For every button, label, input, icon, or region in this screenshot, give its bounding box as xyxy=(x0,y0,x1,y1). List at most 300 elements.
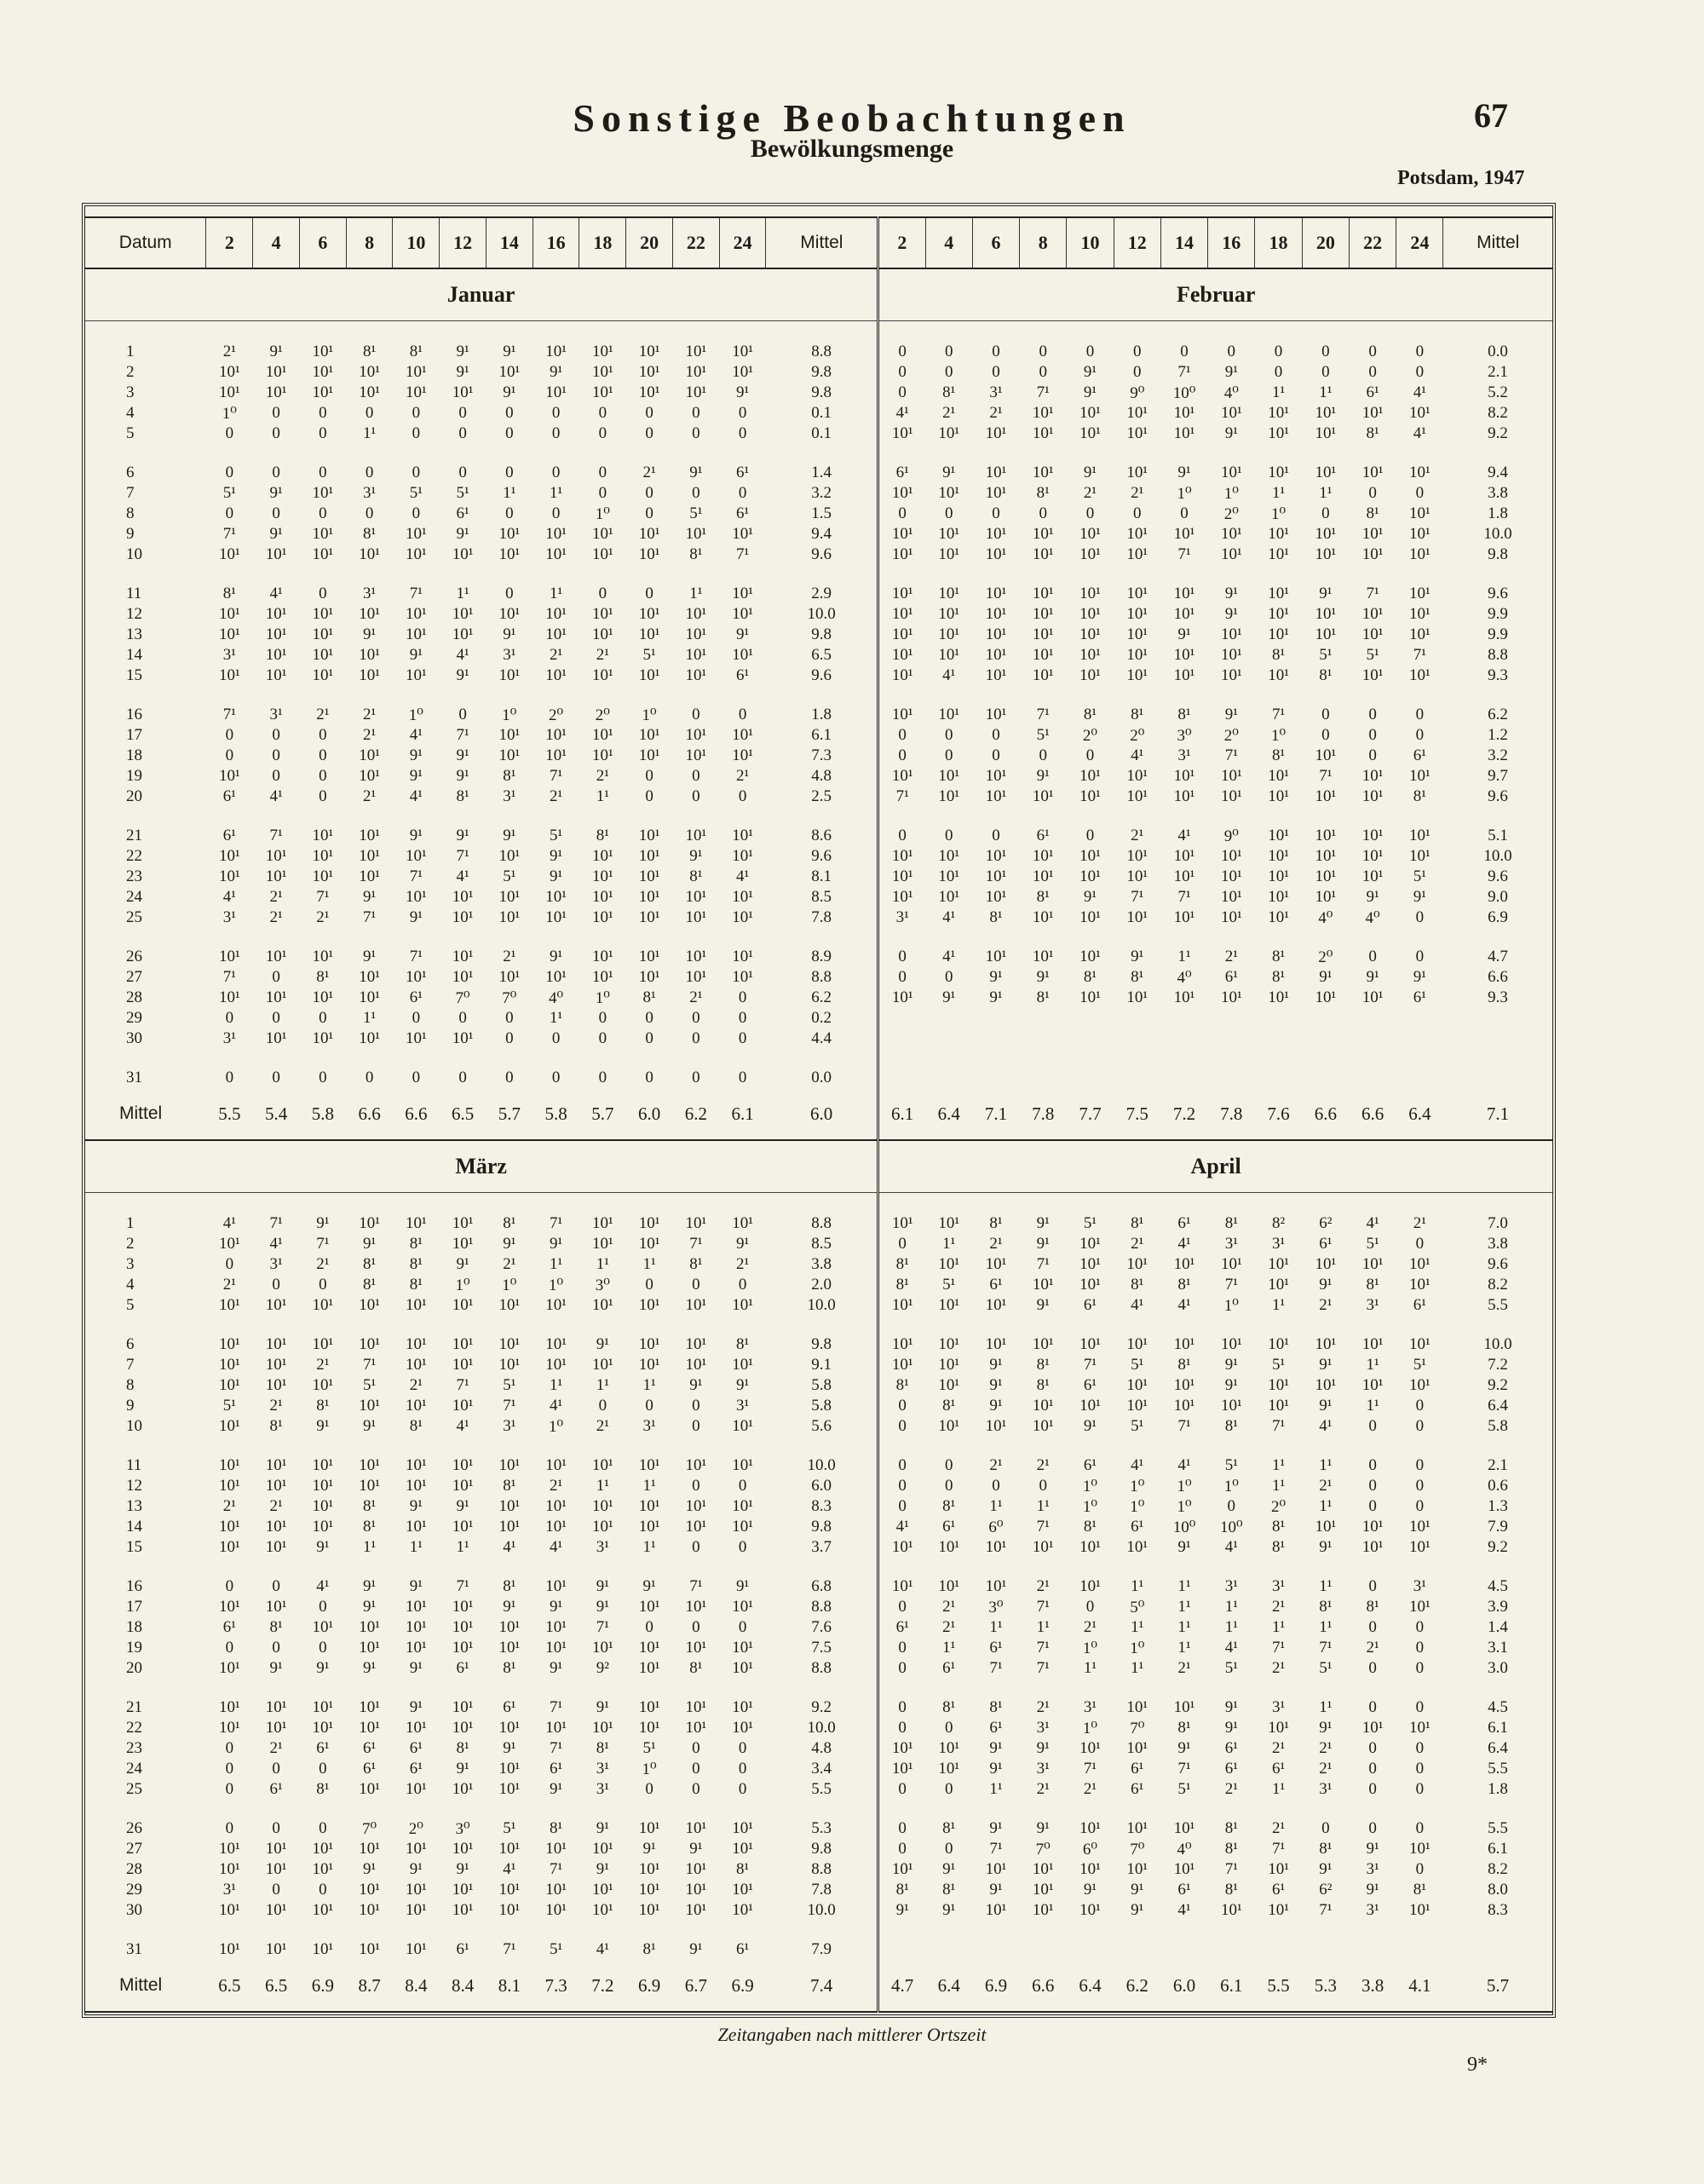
table-row xyxy=(85,725,1552,746)
cloud-value: 9¹ xyxy=(362,1659,377,1677)
cloud-value: 10¹ xyxy=(265,1477,287,1495)
daily-mean: 7.9 xyxy=(811,1940,832,1958)
cloud-value: 10¹ xyxy=(498,1518,521,1536)
day-number: 14 xyxy=(126,1518,142,1536)
cloud-value: 1¹ xyxy=(1177,1639,1191,1657)
cloud-value: 9¹ xyxy=(1366,968,1379,986)
cloud-value: 10¹ xyxy=(1268,1397,1289,1415)
cloud-value: 7¹ xyxy=(1177,1417,1191,1435)
cloud-value: 8¹ xyxy=(1131,706,1144,723)
cloud-value: 6¹ xyxy=(222,1618,236,1636)
cloud-value: 10¹ xyxy=(545,968,567,986)
cloud-value: 10¹ xyxy=(218,867,240,885)
cloud-value: 10¹ xyxy=(452,383,474,401)
cloud-value: 0 xyxy=(1368,1819,1377,1837)
cloud-value: 0 xyxy=(412,1069,421,1086)
cloud-value: 9¹ xyxy=(1224,585,1238,602)
daily-mean: 4.4 xyxy=(811,1029,832,1047)
cloud-value: 9¹ xyxy=(689,1376,703,1394)
daily-mean: 10.0 xyxy=(807,605,836,623)
cloud-value: 10¹ xyxy=(498,1901,521,1919)
cloud-value: 2¹ xyxy=(549,1477,563,1495)
cloud-value: 8¹ xyxy=(362,1497,377,1515)
daily-mean: 3.0 xyxy=(1488,1659,1508,1677)
cloud-value: 9¹ xyxy=(989,1881,1003,1899)
daily-mean: 9.4 xyxy=(1488,464,1508,481)
cloud-value: 6¹ xyxy=(1131,1760,1144,1778)
cloud-value: 10¹ xyxy=(1361,1335,1384,1353)
cloud-value: 2¹ xyxy=(689,988,703,1006)
cloud-value: 10¹ xyxy=(938,888,960,906)
cloud-value: 0 xyxy=(272,1069,280,1086)
cloud-value: 10¹ xyxy=(545,1618,567,1636)
cloud-value: 10¹ xyxy=(1032,1901,1054,1919)
cloud-value: 0 xyxy=(272,1760,280,1778)
cloud-value: 10¹ xyxy=(938,767,960,785)
cloud-value: 0 xyxy=(878,362,925,383)
cloud-value: 10¹ xyxy=(985,424,1007,442)
day-number: 1 xyxy=(126,343,135,360)
cloud-value: 10¹ xyxy=(1220,625,1242,643)
table-row xyxy=(85,1638,1552,1658)
cloud-value: 0 xyxy=(225,746,234,764)
cloud-value: 7¹ xyxy=(1224,746,1238,764)
cloud-value: 0 xyxy=(1415,1659,1425,1677)
cloud-value: 2¹ xyxy=(989,1235,1003,1253)
cloud-value: 7¹ xyxy=(409,948,423,965)
cloud-value: 9¹ xyxy=(989,968,1003,986)
cloud-value: 10¹ xyxy=(545,383,567,401)
cloud-value: 9¹ xyxy=(503,827,516,844)
cloud-value: 9¹ xyxy=(1319,1276,1333,1294)
cloud-value: 10¹ xyxy=(685,383,707,401)
day-number: 7 xyxy=(126,484,135,502)
cloud-value: 9¹ xyxy=(596,1335,609,1353)
day-number: 27 xyxy=(126,1840,142,1858)
cloud-value: 2¹ xyxy=(316,706,330,723)
cloud-value: 3¹ xyxy=(222,646,236,664)
cloud-value: 0 xyxy=(692,1276,700,1294)
cloud-value: 0 xyxy=(1368,1477,1377,1495)
cloud-value: 9¹ xyxy=(1366,1840,1379,1858)
cloud-value: 3¹ xyxy=(222,1029,236,1047)
hour-header: 24 xyxy=(1396,217,1443,268)
cloud-value: 8¹ xyxy=(878,1254,925,1275)
cloud-value: 1¹ xyxy=(1131,1618,1144,1636)
cloud-value: 10¹ xyxy=(591,1639,613,1657)
cloud-value: 9¹ xyxy=(1366,1881,1379,1899)
cloud-value: 0 xyxy=(692,1069,700,1086)
hourly-mean: 6.6 xyxy=(346,1088,393,1140)
cloud-value: 1¹ xyxy=(689,585,703,602)
cloud-value: 8¹ xyxy=(1271,1518,1286,1536)
daily-mean: 10.0 xyxy=(807,1719,836,1737)
cloud-value: 8¹ xyxy=(1224,1819,1238,1837)
daily-mean: 8.2 xyxy=(1488,1860,1508,1878)
cloud-value: 0 xyxy=(225,424,234,442)
day-number: 16 xyxy=(126,706,142,723)
cloud-value: 2¹ xyxy=(1036,1698,1050,1716)
table-row xyxy=(85,424,1552,444)
cloud-value: 5¹ xyxy=(503,1819,516,1837)
cloud-value: 8¹ xyxy=(1271,646,1286,664)
cloud-value: 10¹ xyxy=(1361,545,1384,563)
daily-mean: 8.5 xyxy=(811,1235,832,1253)
cloud-value: 10¹ xyxy=(878,545,925,565)
cloud-value: 0 xyxy=(365,404,374,422)
cloud-value: 2¹ xyxy=(222,1276,236,1294)
overall-mean: 5.7 xyxy=(1443,1960,1552,2012)
daily-mean: 7.6 xyxy=(811,1618,832,1636)
cloud-value: 8¹ xyxy=(1131,1276,1144,1294)
cloud-value: 0 xyxy=(645,1069,653,1086)
cloud-value: 10¹ xyxy=(1079,585,1101,602)
monthly-mean-row xyxy=(85,1088,1552,1140)
cloud-value: 9¹ xyxy=(503,625,516,643)
cloud-value: 7¹ xyxy=(1036,1518,1050,1536)
day-number: 22 xyxy=(126,847,142,865)
cloud-value: 1¹ xyxy=(503,484,516,502)
cloud-value: 8¹ xyxy=(1319,1840,1333,1858)
day-number: 2 xyxy=(126,363,135,381)
cloud-value: 10¹ xyxy=(1079,1235,1101,1253)
cloud-value: 10¹ xyxy=(1268,1335,1289,1353)
cloud-value: 10¹ xyxy=(1409,1901,1431,1919)
cloud-value: 10¹ xyxy=(405,1356,427,1374)
cloud-value: 10¹ xyxy=(265,1860,287,1878)
cloud-value: 10¹ xyxy=(312,1456,334,1474)
cloud-value: 9¹ xyxy=(409,1497,423,1515)
cloud-value: 9¹ xyxy=(1224,1698,1238,1716)
cloud-value: 10¹ xyxy=(638,867,660,885)
cloud-value: 9¹ xyxy=(942,1901,956,1919)
cloud-value: 4⁰ xyxy=(1318,908,1333,927)
cloud-value: 10¹ xyxy=(1079,424,1101,442)
cloud-value: 0 xyxy=(878,1839,925,1859)
hour-header: 2 xyxy=(878,217,925,268)
cloud-value: 1¹ xyxy=(942,1235,956,1253)
cloud-value: 10¹ xyxy=(1079,1860,1101,1878)
hourly-mean: 6.6 xyxy=(1020,1960,1067,2012)
cloud-value: 10¹ xyxy=(985,646,1007,664)
cloud-value: 9¹ xyxy=(1036,767,1050,785)
cloud-value: 10¹ xyxy=(452,1296,474,1314)
cloud-value xyxy=(1208,1008,1255,1029)
table-row xyxy=(85,1375,1552,1396)
table-row xyxy=(85,666,1552,686)
hourly-mean: 6.5 xyxy=(253,1960,300,2012)
day-number: 14 xyxy=(126,646,142,664)
cloud-value: 10¹ xyxy=(1173,666,1195,684)
cloud-value: 10¹ xyxy=(452,1780,474,1798)
cloud-value: 4¹ xyxy=(409,726,423,744)
day-number: 12 xyxy=(126,605,142,623)
cloud-value: 0 xyxy=(944,1456,953,1474)
cloud-value: 10¹ xyxy=(591,1881,613,1899)
cloud-value: 10¹ xyxy=(1173,525,1195,543)
cloud-value: 10¹ xyxy=(1220,787,1242,805)
daily-mean: 9.2 xyxy=(1488,424,1508,442)
day-number: 13 xyxy=(126,625,142,643)
cloud-value: 0 xyxy=(1039,504,1047,522)
cloud-value: 7¹ xyxy=(1036,706,1050,723)
daily-mean: 7.8 xyxy=(811,1881,832,1899)
hourly-mean: 8.4 xyxy=(393,1960,440,2012)
cloud-value: 10¹ xyxy=(218,1659,240,1677)
cloud-value: 1¹ xyxy=(456,585,469,602)
cloud-value: 6⁰ xyxy=(1082,1840,1098,1858)
cloud-value: 10¹ xyxy=(405,1214,427,1232)
cloud-value: 10¹ xyxy=(545,343,567,360)
cloud-value: 7¹ xyxy=(549,1739,563,1757)
daily-mean: 6.8 xyxy=(811,1577,832,1595)
cloud-value: 2¹ xyxy=(1271,1598,1286,1616)
cloud-value: 0 xyxy=(598,404,607,422)
cloud-value: 10¹ xyxy=(591,525,613,543)
month-name: April xyxy=(878,1140,1552,1193)
table-row xyxy=(85,1275,1552,1295)
daily-mean: 3.4 xyxy=(811,1760,832,1778)
cloud-value: 10¹ xyxy=(638,383,660,401)
cloud-value: 10¹ xyxy=(545,1901,567,1919)
cloud-value: 0 xyxy=(272,726,280,744)
cloud-value: 2¹ xyxy=(942,404,956,422)
hourly-mean: 7.8 xyxy=(1208,1088,1255,1140)
cloud-value: 10¹ xyxy=(452,948,474,965)
cloud-value: 10¹ xyxy=(265,1840,287,1858)
hourly-mean: 6.0 xyxy=(1160,1960,1207,2012)
hourly-mean: 5.8 xyxy=(532,1088,579,1140)
cloud-value: 10¹ xyxy=(591,605,613,623)
cloud-value: 3¹ xyxy=(1224,1235,1238,1253)
cloud-value: 6¹ xyxy=(1271,1760,1286,1778)
cloud-value: 0 xyxy=(738,424,747,442)
daily-mean: 6.1 xyxy=(1488,1840,1508,1858)
daily-mean: 6.2 xyxy=(811,988,832,1006)
cloud-value xyxy=(1020,1029,1067,1049)
cloud-value: 10¹ xyxy=(1220,545,1242,563)
cloud-value: 10¹ xyxy=(359,988,380,1006)
cloud-value: 10¹ xyxy=(591,888,613,906)
cloud-value: 8¹ xyxy=(1083,706,1097,723)
table-row xyxy=(85,1658,1552,1679)
cloud-value: 10¹ xyxy=(591,1719,613,1737)
cloud-value: 10¹ xyxy=(312,1497,334,1515)
cloud-value: 0 xyxy=(1321,726,1330,744)
cloud-value: 10¹ xyxy=(1173,847,1195,865)
hourly-mean: 7.7 xyxy=(1067,1088,1114,1140)
cloud-value: 6¹ xyxy=(409,1739,423,1757)
cloud-value: 2¹ xyxy=(316,1356,330,1374)
daily-mean: 3.8 xyxy=(1488,1235,1508,1253)
cloud-value: 0 xyxy=(551,404,561,422)
cloud-value: 0 xyxy=(1368,1780,1377,1798)
cloud-value: 10¹ xyxy=(265,988,287,1006)
cloud-value: 0 xyxy=(1415,363,1425,381)
cloud-value: 1⁰ xyxy=(1130,1477,1145,1495)
cloud-value: 10¹ xyxy=(452,1356,474,1374)
cloud-value: 10¹ xyxy=(405,1901,427,1919)
cloud-value: 10¹ xyxy=(545,525,567,543)
cloud-value: 3¹ xyxy=(503,1417,516,1435)
cloud-value: 10¹ xyxy=(1315,1376,1337,1394)
daily-mean: 4.8 xyxy=(811,767,832,785)
cloud-value: 10¹ xyxy=(985,1255,1007,1273)
day-number: 23 xyxy=(126,867,142,885)
cloud-value: 10¹ xyxy=(545,1497,567,1515)
cloud-value: 9¹ xyxy=(1131,1881,1144,1899)
cloud-value: 9¹ xyxy=(456,1860,469,1878)
page-signature: 9* xyxy=(1467,2054,1488,2076)
cloud-value: 4⁰ xyxy=(549,988,564,1007)
daily-mean: 10.0 xyxy=(1483,1335,1512,1353)
cloud-value: 9¹ xyxy=(689,464,703,481)
cloud-value: 1⁰ xyxy=(222,404,237,423)
cloud-value: 1⁰ xyxy=(502,1276,517,1294)
cloud-value: 9¹ xyxy=(362,888,377,906)
cloud-value: 10¹ xyxy=(732,1719,753,1737)
cloud-value: 10¹ xyxy=(359,1901,380,1919)
cloud-value: 4¹ xyxy=(549,1397,563,1415)
cloud-value: 10¹ xyxy=(938,1538,960,1556)
day-number: 4 xyxy=(126,404,135,422)
location-year: Potsdam, 1947 xyxy=(1397,167,1525,189)
cloud-value: 0 xyxy=(319,1069,327,1086)
cloud-value: 10¹ xyxy=(938,1255,960,1273)
cloud-value: 10¹ xyxy=(985,625,1007,643)
cloud-value: 10¹ xyxy=(1079,787,1101,805)
cloud-value: 0 xyxy=(551,424,561,442)
cloud-value: 10¹ xyxy=(1268,625,1289,643)
cloud-value: 9¹ xyxy=(1319,1860,1333,1878)
cloud-value: 0 xyxy=(505,1029,514,1047)
cloud-value: 10¹ xyxy=(218,1860,240,1878)
cloud-value xyxy=(925,1008,972,1029)
cloud-value: 0 xyxy=(1085,343,1095,360)
cloud-value: 10¹ xyxy=(685,343,707,360)
cloud-value: 4¹ xyxy=(1177,1456,1191,1474)
cloud-value: 10¹ xyxy=(685,1860,707,1878)
cloud-value: 10¹ xyxy=(638,1819,660,1837)
cloud-value: 8¹ xyxy=(942,1698,956,1716)
table-row xyxy=(85,1558,1552,1597)
cloud-value xyxy=(1255,1049,1302,1088)
cloud-value: 0 xyxy=(878,321,925,363)
table-row xyxy=(85,1008,1552,1029)
hourly-mean: 6.2 xyxy=(1114,1960,1160,2012)
cloud-value: 0 xyxy=(225,726,234,744)
cloud-value: 10¹ xyxy=(685,666,707,684)
daily-mean: 7.0 xyxy=(1488,1214,1508,1232)
cloud-value: 0 xyxy=(1368,1698,1377,1716)
daily-mean: 4.7 xyxy=(1488,948,1508,965)
table-row xyxy=(85,1597,1552,1617)
cloud-value: 9¹ xyxy=(503,343,516,360)
cloud-value: 7¹ xyxy=(456,1577,469,1595)
cloud-value xyxy=(972,1921,1019,1960)
daily-mean: 7.3 xyxy=(811,746,832,764)
cloud-value: 3¹ xyxy=(269,706,283,723)
cloud-value: 8¹ xyxy=(878,1275,925,1295)
cloud-value: 10¹ xyxy=(1079,545,1101,563)
cloud-value: 1¹ xyxy=(596,787,609,805)
cloud-value: 10¹ xyxy=(1126,424,1148,442)
cloud-value: 10¹ xyxy=(938,1739,960,1757)
cloud-value: 0 xyxy=(319,1819,327,1837)
cloud-value: 10¹ xyxy=(452,1639,474,1657)
daily-mean: 0.0 xyxy=(811,1069,832,1086)
cloud-value: 10¹ xyxy=(1315,1335,1337,1353)
cloud-value: 10¹ xyxy=(638,888,660,906)
daily-mean: 9.8 xyxy=(1488,545,1508,563)
hourly-mean: 5.7 xyxy=(579,1088,626,1140)
daily-mean: 9.2 xyxy=(811,1698,832,1716)
day-number: 16 xyxy=(126,1577,142,1595)
daily-mean: 7.9 xyxy=(1488,1518,1508,1536)
cloud-value: 1⁰ xyxy=(455,1276,470,1294)
daily-mean: 9.2 xyxy=(1488,1538,1508,1556)
cloud-value: 10¹ xyxy=(1409,585,1431,602)
cloud-value: 0 xyxy=(944,968,953,986)
cloud-value: 10¹ xyxy=(938,1417,960,1435)
cloud-value: 10¹ xyxy=(1126,1255,1148,1273)
daily-mean: 8.8 xyxy=(1488,646,1508,664)
cloud-value: 10¹ xyxy=(1126,1739,1148,1757)
cloud-value: 0 xyxy=(878,928,925,967)
cloud-value: 10¹ xyxy=(638,363,660,381)
cloud-value: 2¹ xyxy=(222,1497,236,1515)
cloud-value: 10¹ xyxy=(498,908,521,926)
cloud-value: 1¹ xyxy=(1271,1456,1286,1474)
cloud-value: 4¹ xyxy=(735,867,750,885)
day-number: 18 xyxy=(126,746,142,764)
cloud-value: 8¹ xyxy=(878,1880,925,1900)
cloud-value: 10¹ xyxy=(1032,605,1054,623)
cloud-value: 0 xyxy=(598,1397,607,1415)
cloud-value: 4¹ xyxy=(596,1940,609,1958)
cloud-value: 10¹ xyxy=(1032,847,1054,865)
cloud-value xyxy=(1114,1049,1160,1088)
table-row xyxy=(85,867,1552,887)
cloud-value: 10¹ xyxy=(1032,666,1054,684)
cloud-value: 7¹ xyxy=(1036,1598,1050,1616)
cloud-value: 10¹ xyxy=(638,1518,660,1536)
cloud-value: 10¹ xyxy=(1032,1538,1054,1556)
cloud-value: 10¹ xyxy=(218,625,240,643)
cloud-value: 0 xyxy=(944,746,953,764)
cloud-value: 2¹ xyxy=(549,646,563,664)
cloud-value: 8¹ xyxy=(1366,1598,1379,1616)
table-row xyxy=(85,1800,1552,1839)
hourly-mean: 6.4 xyxy=(1396,1088,1443,1140)
cloud-value: 10¹ xyxy=(359,1456,380,1474)
cloud-value: 4¹ xyxy=(316,1577,330,1595)
cloud-value: 2¹ xyxy=(596,646,609,664)
cloud-value: 10¹ xyxy=(1268,787,1289,805)
cloud-value: 10¹ xyxy=(1268,1901,1289,1919)
cloud-value: 8¹ xyxy=(1319,1598,1333,1616)
cloud-value: 10¹ xyxy=(545,1518,567,1536)
cloud-value: 10¹ xyxy=(1079,988,1101,1006)
cloud-value: 7⁰ xyxy=(1035,1840,1051,1858)
cloud-value: 0 xyxy=(944,1719,953,1737)
cloud-value: 10¹ xyxy=(685,1639,707,1657)
cloud-value: 10¹ xyxy=(1126,585,1148,602)
cloud-value: 10¹ xyxy=(1032,625,1054,643)
cloud-value: 0 xyxy=(272,504,280,522)
cloud-value: 9¹ xyxy=(989,1397,1003,1415)
cloud-value: 10¹ xyxy=(1032,1881,1054,1899)
